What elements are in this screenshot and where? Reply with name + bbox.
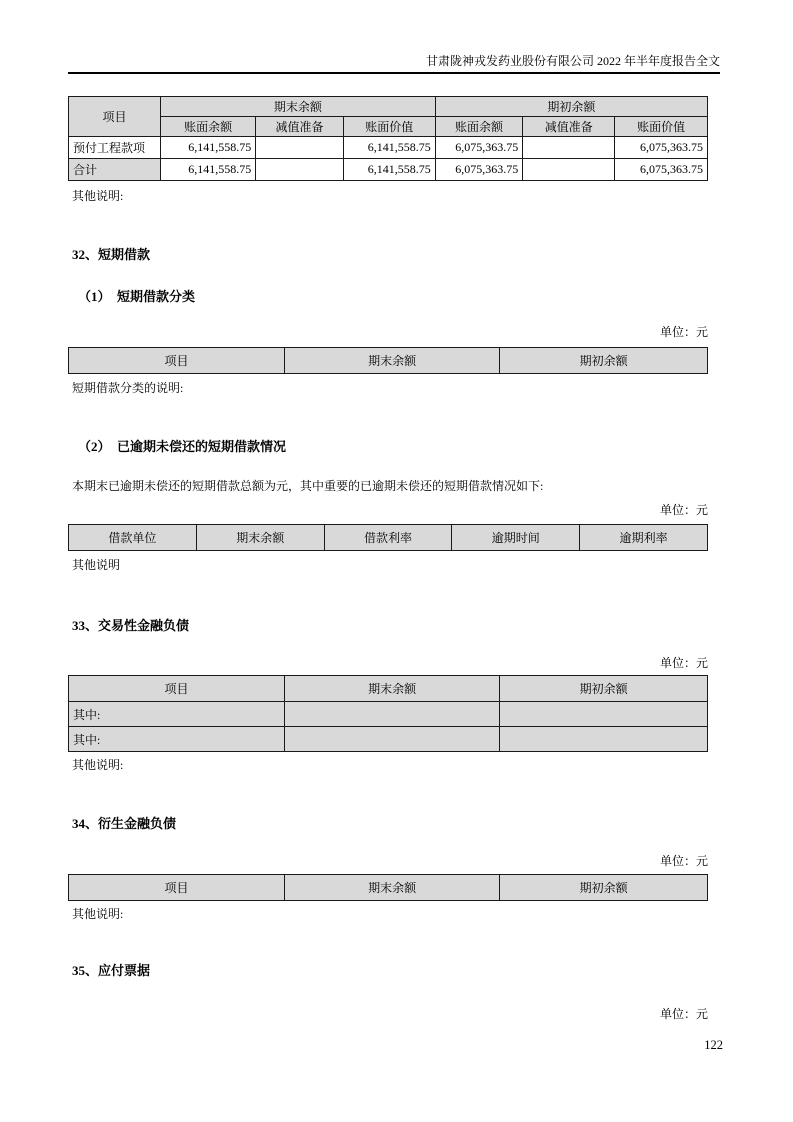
row-item-label: 合计 — [69, 159, 161, 181]
cell-value — [284, 702, 499, 727]
overdue-loans-intro: 本期末已逾期未偿还的短期借款总额为元，其中重要的已逾期未偿还的短期借款情况如下: — [72, 479, 544, 493]
cell-value: 6,075,363.75 — [615, 137, 708, 159]
short-term-loans-note: 短期借款分类的说明: — [72, 381, 184, 395]
cell-value — [500, 702, 708, 727]
col-group-ending-balance: 期末余额 — [161, 97, 436, 117]
section-33-heading: 33、交易性金融负债 — [72, 618, 190, 633]
document-header-title: 甘肃陇神戎发药业股份有限公司 2022 年半年度报告全文 — [68, 52, 720, 74]
col-header-item: 项目 — [69, 97, 161, 137]
col-header-book-balance-begin: 账面余额 — [435, 117, 523, 137]
trading-liabilities-note: 其他说明: — [72, 758, 124, 772]
row-item-label: 其中: — [69, 702, 285, 727]
unit-label: 单位：元 — [659, 503, 708, 517]
cell-value: 6,141,558.75 — [343, 137, 435, 159]
col-header-impairment-begin: 减值准备 — [523, 117, 615, 137]
section-32-1-heading: （1） 短期借款分类 — [78, 289, 196, 304]
col-header-ending-balance: 期末余额 — [196, 525, 324, 551]
cell-value — [256, 137, 344, 159]
col-header-borrower: 借款单位 — [69, 525, 197, 551]
col-header-ending-balance: 期末余额 — [284, 348, 499, 374]
col-header-overdue-time: 逾期时间 — [452, 525, 580, 551]
col-header-loan-rate: 借款利率 — [324, 525, 452, 551]
cell-value — [523, 159, 615, 181]
cell-value: 6,075,363.75 — [435, 137, 523, 159]
cell-value: 6,075,363.75 — [435, 159, 523, 181]
table-row — [69, 727, 708, 752]
col-header-item: 项目 — [69, 348, 285, 374]
derivative-liabilities-note: 其他说明: — [72, 907, 124, 921]
cell-value: 6,141,558.75 — [161, 159, 256, 181]
page-number: 122 — [704, 1038, 723, 1052]
row-item-label: 其中: — [69, 727, 285, 752]
cell-value — [523, 137, 615, 159]
unit-label: 单位：元 — [659, 656, 708, 670]
short-term-loans-classification-table — [68, 347, 708, 374]
col-header-item: 项目 — [69, 875, 285, 901]
row-item-label: 预付工程款项 — [69, 137, 161, 159]
col-header-ending-balance: 期末余额 — [284, 875, 499, 901]
cell-value — [256, 159, 344, 181]
cell-value — [500, 727, 708, 752]
unit-label: 单位：元 — [659, 325, 708, 339]
table-row — [69, 137, 708, 159]
unit-label: 单位：元 — [659, 1007, 708, 1021]
derivative-financial-liabilities-table — [68, 874, 708, 901]
cell-value — [284, 727, 499, 752]
overdue-loans-table — [68, 524, 708, 551]
trading-financial-liabilities-table — [68, 675, 708, 752]
unit-label: 单位：元 — [659, 854, 708, 868]
section-34-heading: 34、衍生金融负债 — [72, 816, 177, 831]
cell-value: 6,141,558.75 — [343, 159, 435, 181]
table-row-total — [69, 159, 708, 181]
section-32-2-heading: （2） 已逾期未偿还的短期借款情况 — [78, 439, 287, 454]
prepayments-table — [68, 96, 708, 181]
col-header-book-balance-end: 账面余额 — [161, 117, 256, 137]
section-32-heading: 32、短期借款 — [72, 247, 151, 262]
col-header-book-value-begin: 账面价值 — [615, 117, 708, 137]
overdue-loans-note: 其他说明 — [72, 558, 121, 572]
col-header-beginning-balance: 期初余额 — [500, 348, 708, 374]
col-header-book-value-end: 账面价值 — [343, 117, 435, 137]
col-header-overdue-rate: 逾期利率 — [580, 525, 708, 551]
cell-value: 6,141,558.75 — [161, 137, 256, 159]
section-35-heading: 35、应付票据 — [72, 963, 151, 978]
col-group-beginning-balance: 期初余额 — [435, 97, 707, 117]
cell-value: 6,075,363.75 — [615, 159, 708, 181]
col-header-beginning-balance: 期初余额 — [500, 676, 708, 702]
col-header-ending-balance: 期末余额 — [284, 676, 499, 702]
table-row — [69, 702, 708, 727]
col-header-impairment-end: 减值准备 — [256, 117, 344, 137]
col-header-item: 项目 — [69, 676, 285, 702]
col-header-beginning-balance: 期初余额 — [500, 875, 708, 901]
prepayments-other-note: 其他说明: — [72, 189, 124, 203]
